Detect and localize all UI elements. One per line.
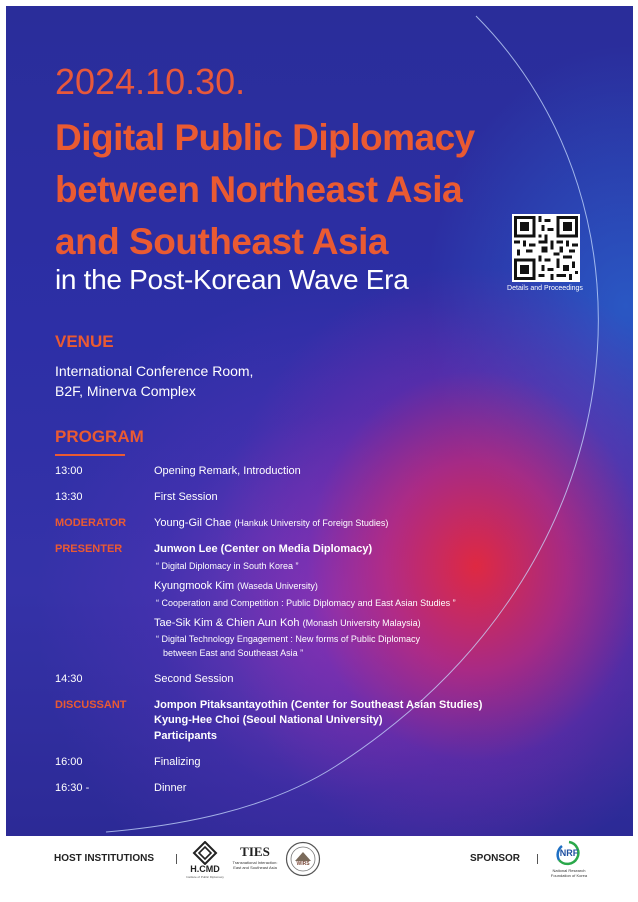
nrf-subtext-1: National Research: [552, 868, 586, 873]
presenter-role: PRESENTER: [55, 543, 123, 555]
second-session-desc: Second Session: [154, 673, 234, 685]
second-session-time: 14:30: [55, 673, 83, 685]
opening-time: 13:00: [55, 465, 83, 477]
host-institutions-label: HOST INSTITUTIONS: [54, 853, 154, 864]
presenter-2-affiliation: (Waseda University): [237, 581, 318, 591]
presenter-3: [154, 617, 421, 629]
ties-text: TIES: [240, 844, 270, 859]
nrf-text: NRF: [559, 848, 579, 858]
moderator-affiliation: (Hankuk University of Foreign Studies): [234, 518, 389, 528]
presenter-1: [154, 543, 372, 555]
qr-code[interactable]: [512, 214, 580, 282]
sponsor-label: SPONSOR: [470, 853, 521, 864]
first-session-time: 13:30: [55, 491, 83, 503]
presenter-3-title-line-2: between East and Southeast Asia ”: [163, 648, 304, 658]
poster: [6, 6, 633, 836]
event-date: 2024.10.30.: [55, 61, 246, 102]
nrf-subtext-2: Foundation of Korea: [550, 873, 588, 878]
moderator-name: Young-Gil Chae: [154, 517, 232, 529]
venue-line-1: International Conference Room,: [55, 363, 254, 379]
hcmd-text: H.CMD: [190, 864, 220, 874]
qr-code-icon: [514, 216, 578, 280]
discussant-2-name: Kyung-Hee Choi (Seoul National University): [154, 714, 383, 726]
presenter-1-name: Junwon Lee (Center on Media Diplomacy): [154, 543, 373, 555]
moderator-role: MODERATOR: [55, 517, 127, 529]
moderator: [154, 517, 388, 529]
event-subtitle: in the Post-Korean Wave Era: [55, 264, 409, 295]
discussant-role: DISCUSSANT: [55, 699, 127, 711]
wirs-text: WIRS: [296, 861, 310, 867]
presenter-3-name: Tae-Sik Kim & Chien Aun Koh: [154, 617, 300, 629]
finalizing-desc: Finalizing: [154, 756, 201, 768]
hcmd-diamond-icon: [186, 841, 224, 865]
qr-label: Details and Proceedings: [507, 285, 583, 292]
sponsor-separator: [537, 854, 538, 864]
finalizing-time: 16:00: [55, 756, 83, 768]
presenter-2-name: Kyungmook Kim: [154, 580, 235, 592]
presenter-2: [154, 580, 318, 592]
host-separator: [176, 854, 177, 864]
discussant-participants: [154, 730, 217, 742]
dinner-time: 16:30 -: [55, 782, 90, 794]
title-line-2: between Northeast Asia: [55, 169, 463, 210]
presenter-2-title: “ Cooperation and Competition : Public Diplomacy and East Asian Studies ”: [156, 598, 456, 608]
program-heading-rule: [55, 454, 125, 456]
ties-logo: [232, 844, 278, 880]
discussant-1-name: Jompon Pitaksantayothin (Center for Southeast Asian Studies): [154, 699, 483, 711]
discussant-1: [154, 699, 482, 711]
ties-subtext-1: Transnational Interaction:: [232, 860, 278, 865]
event-title: [55, 112, 475, 268]
ties-subtext-2: East and Southeast Asia: [233, 865, 277, 870]
title-line-3: and Southeast Asia: [55, 221, 388, 262]
wirs-logo: [285, 841, 321, 877]
title-line-1: Digital Public Diplomacy: [55, 117, 475, 158]
opening-desc: Opening Remark, Introduction: [154, 465, 301, 477]
program-heading: PROGRAM: [55, 427, 144, 446]
first-session-desc: First Session: [154, 491, 218, 503]
hcmd-logo: [186, 841, 224, 881]
nrf-logo: [546, 840, 592, 884]
wirs-seal-icon: [285, 841, 321, 877]
presenter-1-title: “ Digital Diplomacy in South Korea ”: [156, 561, 299, 571]
hcmd-subtext: Institute of Public Diplomacy: [186, 875, 224, 879]
venue-heading: VENUE: [55, 332, 114, 351]
presenter-3-title-line-1: “ Digital Technology Engagement : New forms of Public Diplomacy: [156, 634, 420, 644]
presenter-3-affiliation: (Monash University Malaysia): [302, 618, 421, 628]
dinner-desc: Dinner: [154, 782, 187, 794]
discussant-2: [154, 714, 383, 726]
venue-line-2: B2F, Minerva Complex: [55, 383, 196, 399]
footer: [0, 836, 638, 902]
participants-label: Participants: [154, 730, 217, 742]
